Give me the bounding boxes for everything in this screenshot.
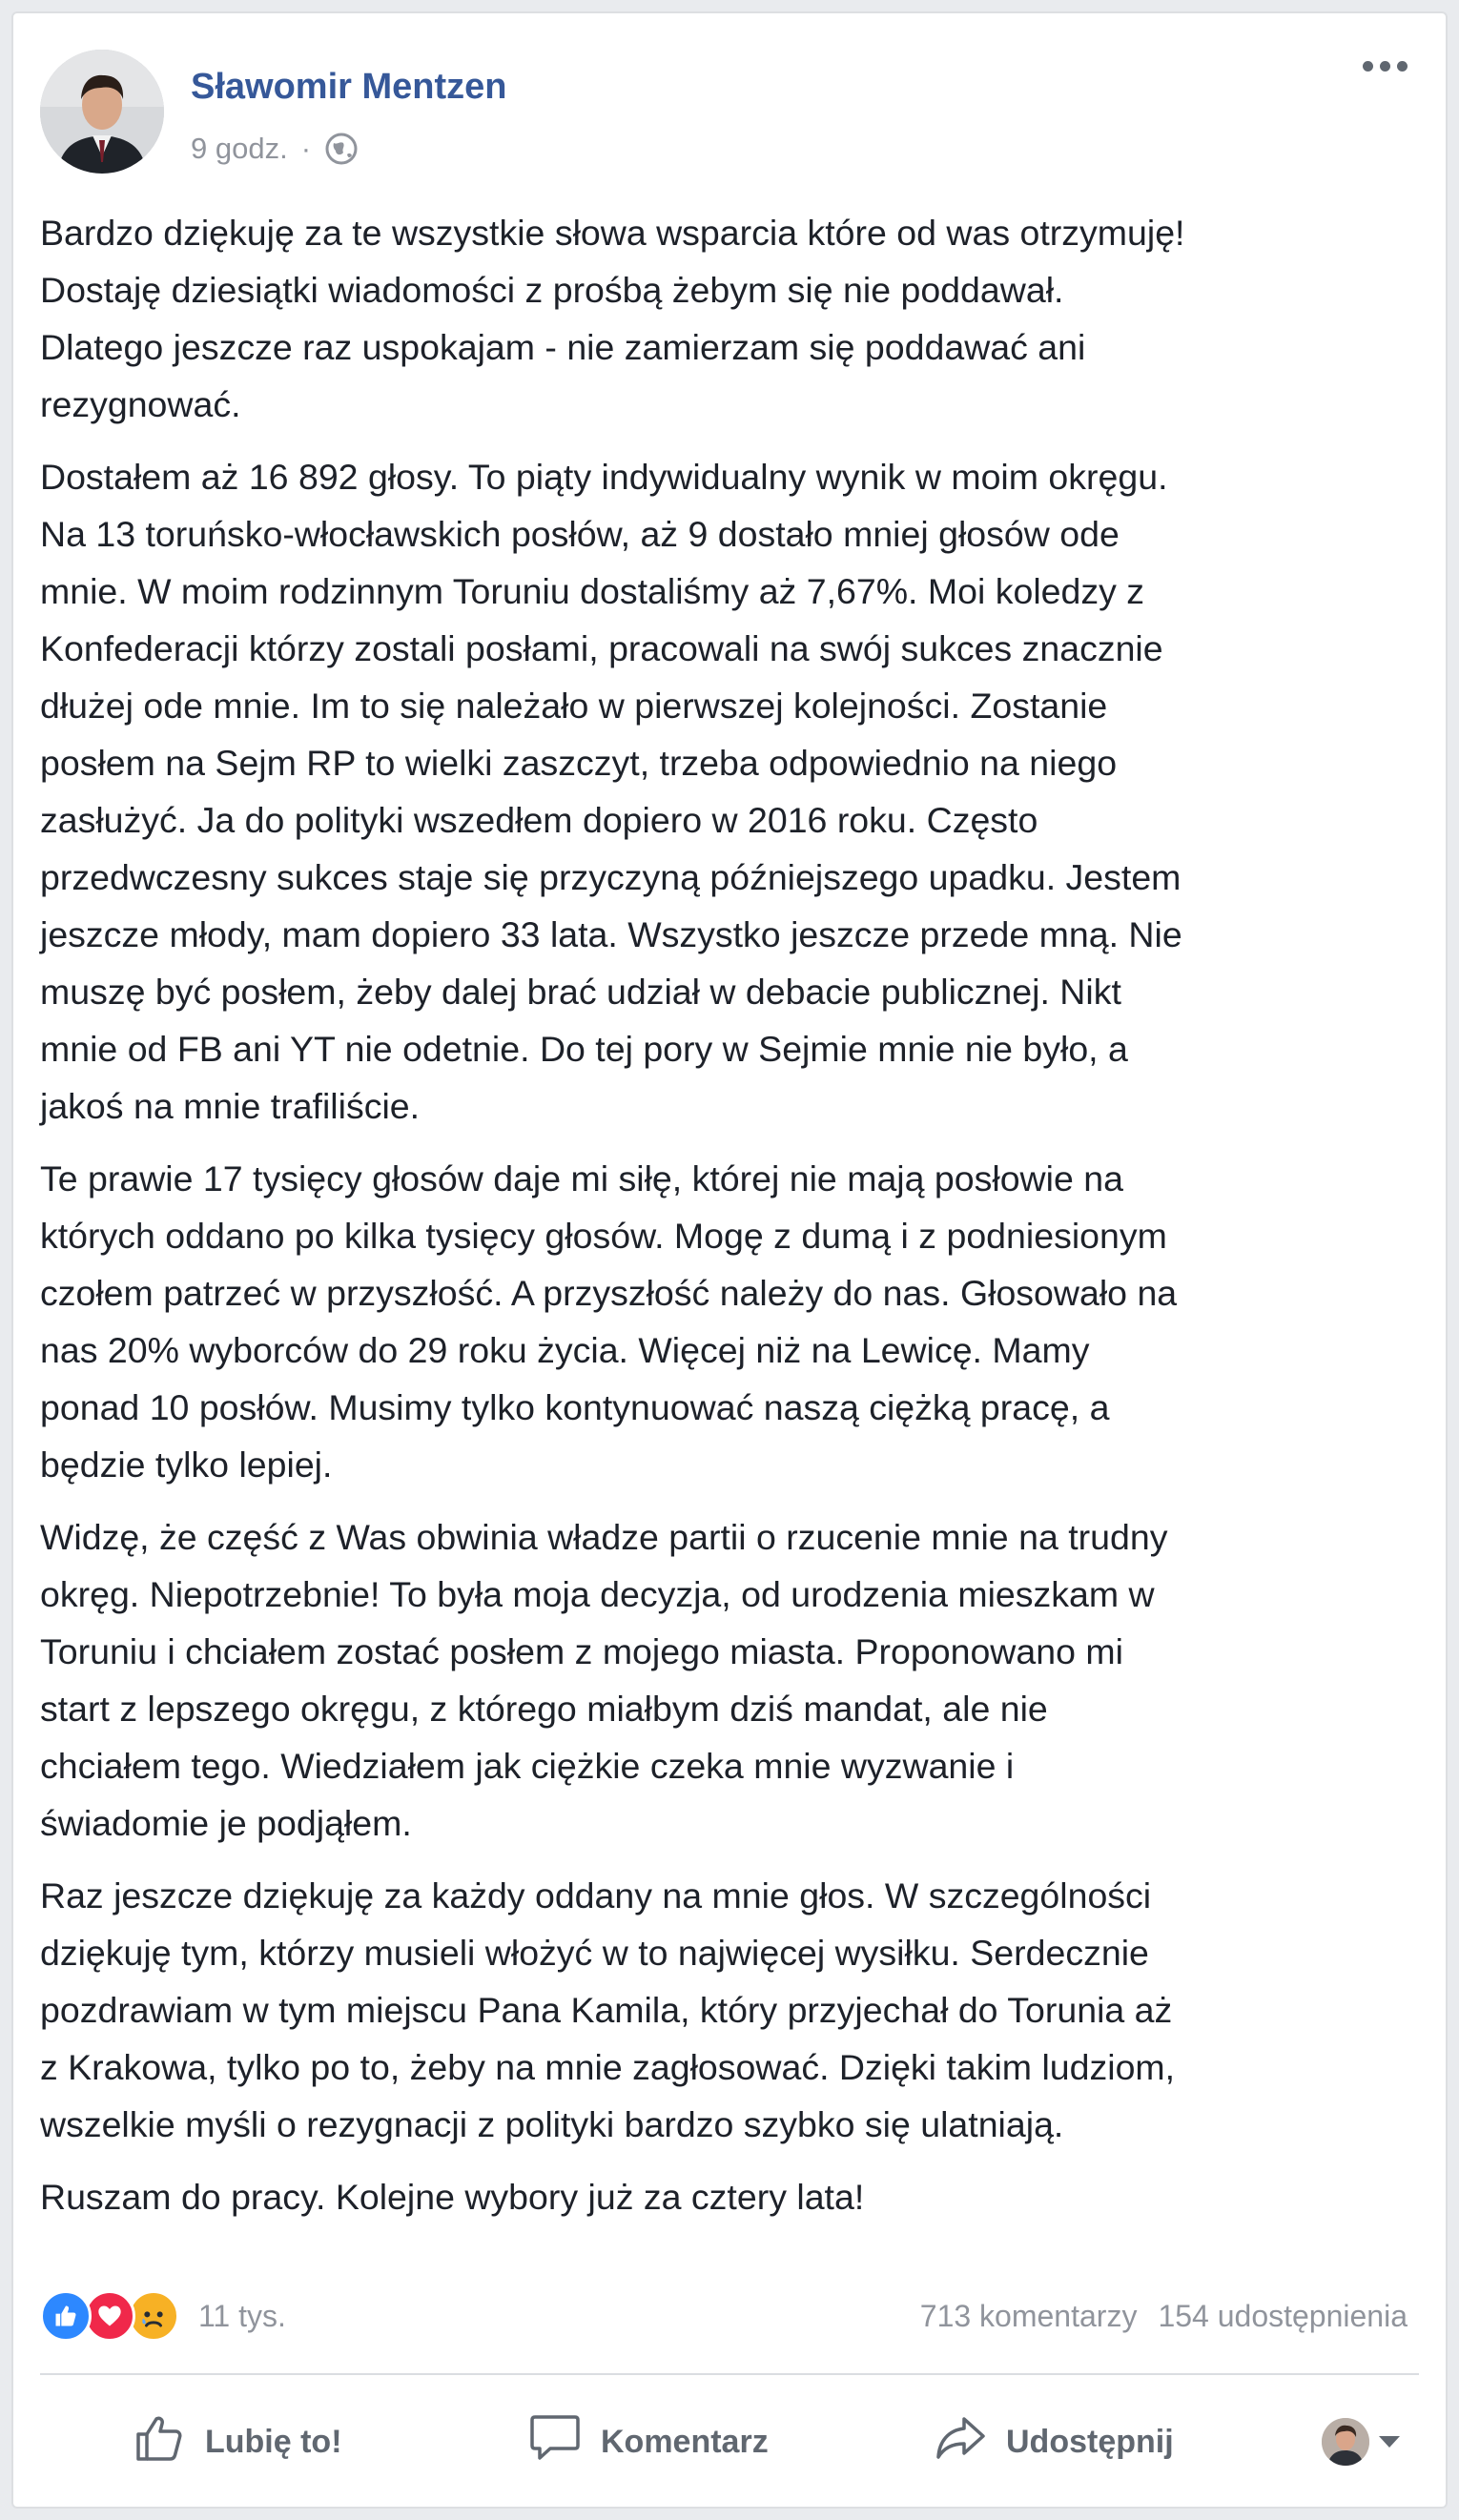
post-paragraph: Dostałem aż 16 892 głosy. To piąty indywidualny wynik w moim okręgu. Na 13 toruńsko-włocławskich posłów, aż 9 dostało mniej głosów ode mnie. W moim rodzinnym Toruniu dostaliśmy aż 7,67%. Moi koledzy z Konfederacji którzy zostali posłami, pracowali na swój sukces znacznie dłużej ode mnie. Im to się należało w pierwszej kolejności. Zostanie posłem na Sejm RP to wielki zaszczyt, trzeba odpowiednio na niego zasłużyć. Ja do polityki wszedłem dopiero w 2016 roku. Często przedwczesny sukces staje się przyczyną późniejszego upadku. Jestem jeszcze młody, mam dopiero 33 lata. Wszystko jeszcze przede mną. Nie muszę być posłem, żeby dalej brać udział w debacie publicznej. Nikt mnie od FB ani YT nie odetnie. Do tej pory w Sejmie mnie nie było, a jakoś na mnie trafiliście.	[40, 457, 1182, 1126]
chevron-down-icon	[1379, 2436, 1400, 2448]
author-avatar[interactable]	[40, 50, 164, 174]
user-avatar	[1322, 2418, 1369, 2466]
post-paragraph: Widzę, że część z Was obwinia władze partii o rzucenie mnie na trudny okręg. Niepotrzebnie! To była moja decyzja, od urodzenia mieszkam w Toruniu i chciałem zostać posłem z mojego miasta. Proponowano mi start z lepszego okręgu, z którego miałbym dziś mandat, ale nie chciałem tego. Wiedziałem jak ciężkie czeka mnie wyzwanie i świadomie je podjąłem.	[40, 1517, 1168, 1843]
reaction-identity-selector[interactable]	[1322, 2418, 1400, 2466]
engagement-stats	[920, 2287, 1408, 2345]
like-button[interactable]	[131, 2409, 342, 2475]
share-button-label: Udostępnij	[1006, 2423, 1174, 2460]
post-timestamp[interactable]: 9 godz.	[191, 132, 288, 165]
comment-button-label: Komentarz	[601, 2423, 769, 2460]
like-reaction-icon	[40, 2290, 92, 2342]
post-paragraph: Raz jeszcze dziękuję za każdy oddany na mnie głos. W szczególności dziękuję tym, którzy musieli włożyć w to najwięcej wysiłku. Serdecznie pozdrawiam w tym miejscu Pana Kamila, który przyjechał do Torunia aż z Krakowa, tylko po to, żeby na mnie zagłosować. Dzięki takim ludziom, wszelkie myśli o rezygnacji z polityki bardzo szybko się ulatniają.	[40, 1875, 1176, 2144]
divider	[40, 2373, 1419, 2375]
post-body	[40, 204, 1423, 2241]
post-paragraph: Ruszam do pracy. Kolejne wybory już za cztery lata!	[40, 2177, 865, 2217]
reactions-summary[interactable]	[40, 2287, 286, 2345]
shares-count-link[interactable]: 154 udostępnienia	[1158, 2298, 1408, 2333]
comment-button[interactable]	[526, 2409, 769, 2475]
reaction-count[interactable]: 11 tys.	[198, 2298, 286, 2333]
author-name[interactable]: Sławomir Mentzen	[191, 67, 507, 107]
love-reaction-icon	[84, 2290, 135, 2342]
post-meta	[191, 130, 359, 168]
post-paragraph: Bardzo dziękuję za te wszystkie słowa wsparcia które od was otrzymuję! Dostaję dziesiątki wiadomości z prośbą żebym się nie poddawał. Dlatego jeszcze raz uspokajam - nie zamierzam się poddawać ani rezygnować.	[40, 213, 1185, 424]
comments-count-link[interactable]: 713 komentarzy	[919, 2298, 1138, 2333]
comment-icon	[526, 2409, 584, 2475]
thumbs-up-icon	[131, 2409, 188, 2475]
post-paragraph: Te prawie 17 tysięcy głosów daje mi siłę, której nie mają posłowie na których oddano po kilka tysięcy głosów. Mogę z dumą i z podniesionym czołem patrzeć w przyszłość. A przyszłość należy do nas. Głosowało na nas 20% wyborców do 29 roku życia. Więcej niż na Lewicę. Mamy ponad 10 posłów. Musimy tylko kontynuować naszą ciężką pracę, a będzie tylko lepiej.	[40, 1158, 1178, 1485]
post-card	[11, 11, 1448, 2509]
share-button[interactable]	[932, 2409, 1174, 2475]
action-bar	[40, 2399, 1419, 2485]
like-button-label: Lubię to!	[205, 2423, 342, 2460]
sad-reaction-icon	[128, 2290, 179, 2342]
meta-separator: ·	[300, 132, 312, 165]
share-arrow-icon	[932, 2409, 989, 2475]
globe-icon[interactable]	[324, 132, 359, 166]
more-options-icon[interactable]	[1363, 61, 1408, 72]
